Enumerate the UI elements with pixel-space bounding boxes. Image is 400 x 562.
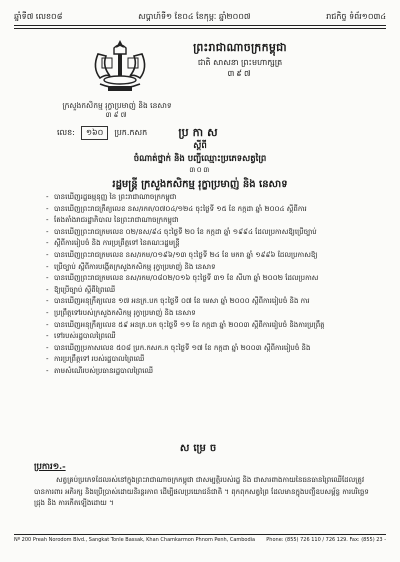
list-item: - ទៅរបស់រដ្ឋបាលព្រៃឈើ <box>46 331 376 343</box>
considerations-list <box>46 192 376 378</box>
header-rule-thin <box>14 28 386 29</box>
article-title: ប្រការ១.- <box>34 462 66 472</box>
list-item: - បានឃើញព្រះរាជក្រមលេខ ០២/នស/៩៤ ចុះថ្ងៃទី ២០ ខែ កក្កដា ឆ្នាំ ១៩៩៤ ដែលប្រកាសឱ្យប្រើច្បាប់ <box>46 227 376 239</box>
list-item: - បានឃើញប្រកាសលេខ ៥០៨ ប្រក.កសក.ក ចុះថ្ងៃទី ១៧ ខែ កក្កដា ឆ្នាំ ២០០៣ ស្តីពីការរៀបចំ និង <box>46 343 376 355</box>
list-item: - បានឃើញរដ្ឋធម្មនុញ្ញ នៃ ព្រះរាជាណាចក្រកម្ពុជា <box>46 192 376 204</box>
list-item: - ការប្រព្រឹត្តទៅ របស់រដ្ឋបាលព្រៃឈើ <box>46 354 376 366</box>
list-item: - ឱ្យប្រើច្បាប់ ស្តីពីព្រៃឈើ <box>46 285 376 297</box>
header-rule <box>14 25 386 26</box>
list-item: - បានឃើញអនុក្រឹត្យលេខ ១៧ អនក្រ.បក ចុះថ្ងៃទី ០៧ ខែ មេសា ឆ្នាំ ២០០០ ស្តីពីការរៀបចំ និង ការ <box>46 296 376 308</box>
footer <box>14 537 386 544</box>
list-item: - ស្តីពីការរៀបចំ និង ការប្រព្រឹត្តទៅ នៃគណៈរដ្ឋមន្ត្រី <box>46 238 376 250</box>
ministry-ornament: ៣៩៧ <box>105 111 129 119</box>
header-issue: ឆ្នាំទី៧ លេខ០៨ <box>14 12 63 21</box>
list-item: - ប្រើច្បាប់ ស្តីពីការបង្កើតក្រសួងកសិកម្ម រុក្ខាប្រមាញ់ និង នេសាទ <box>46 262 376 274</box>
running-header <box>14 9 386 25</box>
footer-rule <box>14 534 386 535</box>
article-body: សត្វគ្រប់ប្រភេទដែលរស់នៅក្នុងព្រះរាជាណាចក្រកម្ពុជា ជាសម្បត្តិរបស់រដ្ឋ និង ជាសារពាងកាយនៃធនធានព្រៃឈើដែលត្រូវបានការពារ អភិរក្ស និងប្រើប្រាស់ដោយនិរន្តរភាព ដើម្បីផលប្រយោជន៍ជាតិ ។ ពុកពុកសត្វព្រៃ ដែលមានក្នុងបញ្ជីឧបសម្ព័ន្ធ ការបរិច្ឆេទ ជ្រុង និង ការកើតឡើងដោយ ។ <box>34 476 369 507</box>
kingdom-title: ព្រះរាជាណាចក្រកម្ពុជា <box>193 41 287 54</box>
footer-contacts: Phone: (855) 726 110 / 726 129. Fax: (855) 23 - <box>266 537 386 543</box>
document-subject: ចំណាត់ថ្នាក់ និង បញ្ជីឈ្មោះប្រភេទសត្វព្រៃ <box>133 154 267 164</box>
list-item: - បានឃើញព្រះរាជក្រមលេខ នស/រកម/០១៩៦/១៣ ចុះថ្ងៃទី ២៤ ខែ មករា ឆ្នាំ ១៩៩៦ ដែលប្រកាសឱ្យ <box>46 250 376 262</box>
doc-number-suffix: ប្រក.កសក <box>114 128 148 137</box>
doc-number-value: ១៦០ <box>81 126 108 140</box>
list-item: - បានឃើញអនុក្រឹត្យលេខ ៥៩ អនក្រ.បក ចុះថ្ងៃទី ១១ ខែ កក្កដា ឆ្នាំ ២០០៣ ស្តីពីការរៀបចំ និងការប្រព្រឹត្ត <box>46 320 376 332</box>
document-type: ប្រកាស <box>178 126 222 139</box>
list-item: - បានឃើញព្រះរាជក្រឹត្យលេខ នស/រកត/០៧០៤/១២៤ ចុះថ្ងៃទី ១៥ ខែ កក្កដា ឆ្នាំ ២០០៤ ស្តីពីការ <box>46 204 376 216</box>
ministry-name: ក្រសួងកសិកម្ម រុក្ខាប្រមាញ់ និង នេសាទ <box>62 101 172 110</box>
issuing-authority: រដ្ឋមន្ត្រី ក្រសួងកសិកម្ម រុក្ខាប្រមាញ់ និង នេសាទ <box>112 179 288 190</box>
header-date: សប្តាហ៍ទី១ ខែ០៤ ខែកុម្ភៈ ឆ្នាំ២០០៧ <box>138 12 251 21</box>
list-item: - ប្រព្រឹត្តទៅរបស់ក្រសួងកសិកម្ម រុក្ខាប្រមាញ់ និង នេសាទ <box>46 308 376 320</box>
header-page: រាជកិច្ច ទំព័រ១០៣៤ <box>326 12 386 21</box>
decision-heading: សម្រេច <box>179 443 221 454</box>
document-about: ស្តីពី <box>193 141 207 151</box>
list-item: - តែងតាំងរាជរដ្ឋាភិបាល នៃព្រះរាជាណាចក្រកម្ពុជា <box>46 215 376 227</box>
doc-number-label: លេខ: <box>57 128 75 137</box>
national-motto: ជាតិ សាសនា ព្រះមហាក្សត្រ <box>197 58 283 67</box>
list-item: - តាមសំណើរបស់ប្រធានរដ្ឋបាលព្រៃឈើ <box>46 366 376 378</box>
list-item: - បានឃើញព្រះរាជក្រមលេខ នស/រកម/០៨០២/០១៦ ចុះថ្ងៃទី ៣១ ខែ សីហា ឆ្នាំ ២០០២ ដែលប្រកាស <box>46 273 376 285</box>
motto-ornament: ៣៩៧ <box>227 69 253 78</box>
subject-ornament: ៣០៣ <box>189 166 211 174</box>
footer-address: Nº 200 Preah Norodom Blvd., Sangkat Tonle Bassak, Khan Chamkarmon Phnom Penh, Cambodia <box>14 537 256 543</box>
